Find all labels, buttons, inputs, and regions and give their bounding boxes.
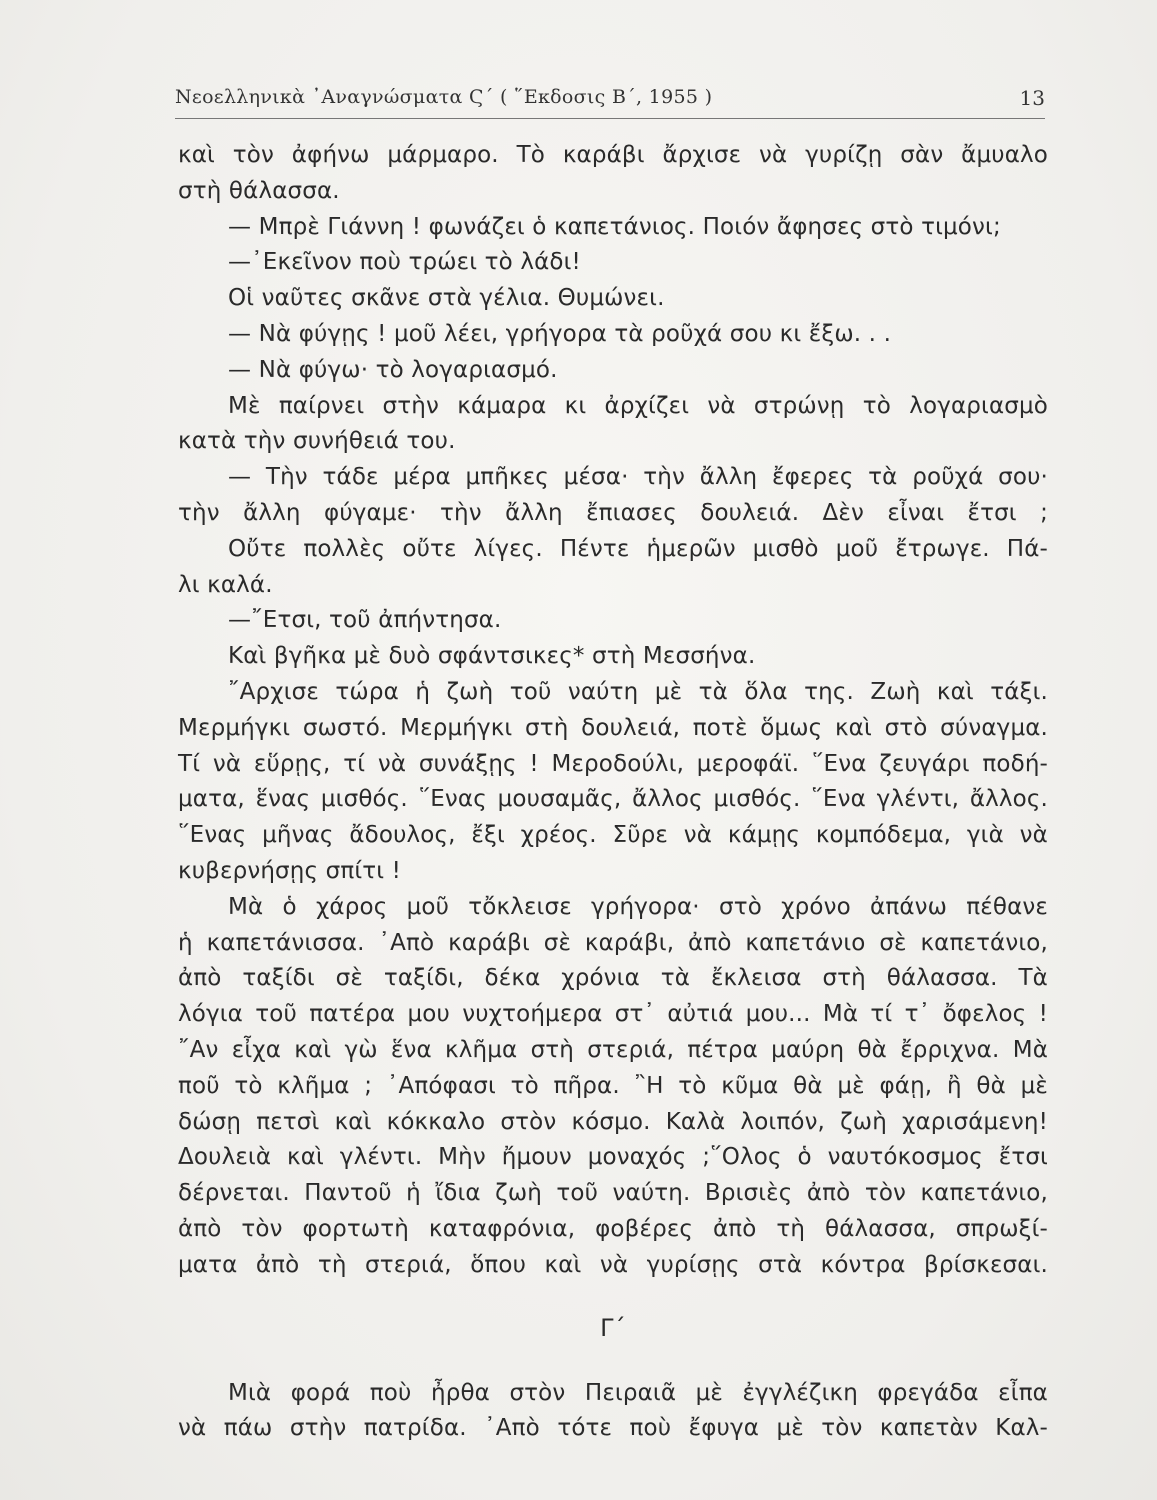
text-line: ῎Αρχισε τώρα ἡ ζωὴ τοῦ ναύτη μὲ τὰ ὅλα της. Ζωὴ καὶ τάξι. [228,678,1048,705]
text-line: ῞Ενας μῆνας ἄδουλος, ἔξι χρέος. Σῦρε νὰ κάμῃς κομπόδεμα, γιὰ νὰ [178,822,1048,849]
text-line: δέρνεται. Παντοῦ ἡ ἴδια ζωὴ τοῦ ναύτη. Βρισιὲς ἀπὸ τὸν καπετάνιο, [178,1180,1048,1207]
text-line: λόγια τοῦ πατέρα μου νυχτοήμερα στ᾿ αὐτιά μου... Μὰ τί τ᾿ ὄφελος ! [178,1001,1048,1028]
text-line: Δουλειὰ καὶ γλέντι. Μὴν ἤμουν μοναχός ;῞Ολος ὁ ναυτόκοσμος ἔτσι [178,1144,1048,1171]
text-line: κατὰ τὴν συνήθειά του. [178,428,456,455]
text-line: ἡ καπετάνισσα. ᾿Απὸ καράβι σὲ καράβι, ἀπὸ καπετάνιο σὲ καπετάνιο, [178,929,1048,956]
text-line: Μὲ παίρνει στὴν κάμαρα κι ἀρχίζει νὰ στρώνῃ τὸ λογαριασμὸ [228,392,1048,419]
text-line: —᾿Εκεῖνον ποὺ τρώει τὸ λάδι! [228,249,581,276]
section-heading: Γ΄ [600,1313,626,1342]
text-line: Μὰ ὁ χάρος μοῦ τὄκλεισε γρήγορα· στὸ χρόνο ἀπάνω πέθανε [228,893,1048,920]
text-line: ματα ἀπὸ τὴ στεριά, ὅπου καὶ νὰ γυρίσῃς στὰ κόντρα βρίσκεσαι. [178,1251,1048,1278]
header-rule [175,118,1045,119]
text-line: ἀπὸ ταξίδι σὲ ταξίδι, δέκα χρόνια τὰ ἔκλεισα στὴ θάλασσα. Τὰ [178,965,1048,992]
text-line: Οὔτε πολλὲς οὔτε λίγες. Πέντε ἡμερῶν μισθὸ μοῦ ἔτρωγε. Πά- [228,535,1048,562]
text-line: στὴ θάλασσα. [178,177,340,204]
text-line: ῎Αν εἶχα καὶ γὼ ἕνα κλῆμα στὴ στεριά, πέτρα μαύρη θὰ ἔρριχνα. Μὰ [178,1036,1048,1063]
text-line: Οἱ ναῦτες σκᾶνε στὰ γέλια. Θυμώνει. [228,285,665,312]
text-line: Τί νὰ εὕρῃς, τί νὰ συνάξῃς ! Μεροδούλι, μεροφάϊ. ῞Ενα ζευγάρι ποδή- [178,750,1048,777]
running-header [175,82,1045,114]
text-line: ἀπὸ τὸν φορτωτὴ καταφρόνια, φοβέρες ἀπὸ τὴ θάλασσα, σπρωξί- [178,1215,1048,1242]
header-title: Νεοελληνικὰ ᾿Αναγνώσματα Ϛ΄ ( ῞Εκδοσις Β΄, 1955 ) [175,86,713,108]
text-line: — Νὰ φύγῃς ! μοῦ λέει, γρήγορα τὰ ροῦχά σου κι ἔξω. . . [228,320,892,347]
text-line: ματα, ἕνας μισθός. ῞Ενας μουσαμᾶς, ἄλλος μισθός. ῞Ενα γλέντι, ἄλλος. [178,786,1048,813]
text-line: Καὶ βγῆκα μὲ δυὸ σφάντσικες* στὴ Μεσσήνα. [228,643,756,670]
text-line: Μιὰ φορά ποὺ ἦρθα στὸν Πειραιᾶ μὲ ἐγγλέζικη φρεγάδα εἶπα [228,1379,1048,1406]
body-text [178,138,1048,1447]
text-line: καὶ τὸν ἀφήνω μάρμαρο. Τὸ καράβι ἄρχισε νὰ γυρίζῃ σὰν ἄμυαλο [178,142,1048,168]
text-line: δώσῃ πετσὶ καὶ κόκκαλο στὸν κόσμο. Καλὰ λοιπόν, ζωὴ χαρισάμενη! [178,1108,1048,1135]
text-line: Μερμήγκι σωστό. Μερμήγκι στὴ δουλειά, ποτὲ ὅμως καὶ στὸ σύναγμα. [178,714,1048,741]
text-line: νὰ πάω στὴν πατρίδα. ᾿Απὸ τότε ποὺ ἔφυγα μὲ τὸν καπετὰν Καλ- [178,1415,1048,1442]
page-number: 13 [1019,86,1045,110]
text-line: κυβερνήσῃς σπίτι ! [178,857,402,884]
text-line: — Μπρὲ Γιάννη ! φωνάζει ὁ καπετάνιος. Ποιόν ἄφησες στὸ τιμόνι; [228,213,1001,240]
text-line: ποῦ τὸ κλῆμα ; ᾿Απόφασι τὸ πῆρα. ῍Η τὸ κῦμα θὰ μὲ φάῃ, ἢ θὰ μὲ [178,1072,1048,1099]
text-line: — Τὴν τάδε μέρα μπῆκες μέσα· τὴν ἄλλη ἔφερες τὰ ροῦχά σου· [228,464,1048,491]
text-line: —῎Ετσι, τοῦ ἀπήντησα. [228,607,502,634]
section-gap [178,1358,1048,1376]
text-line: — Νὰ φύγω· τὸ λογαριασμό. [228,356,558,383]
text-line: τὴν ἄλλη φύγαμε· τὴν ἄλλη ἔπιασες δουλειά. Δὲν εἶναι ἔτσι ; [178,499,1048,526]
text-line: λι καλά. [178,571,273,598]
